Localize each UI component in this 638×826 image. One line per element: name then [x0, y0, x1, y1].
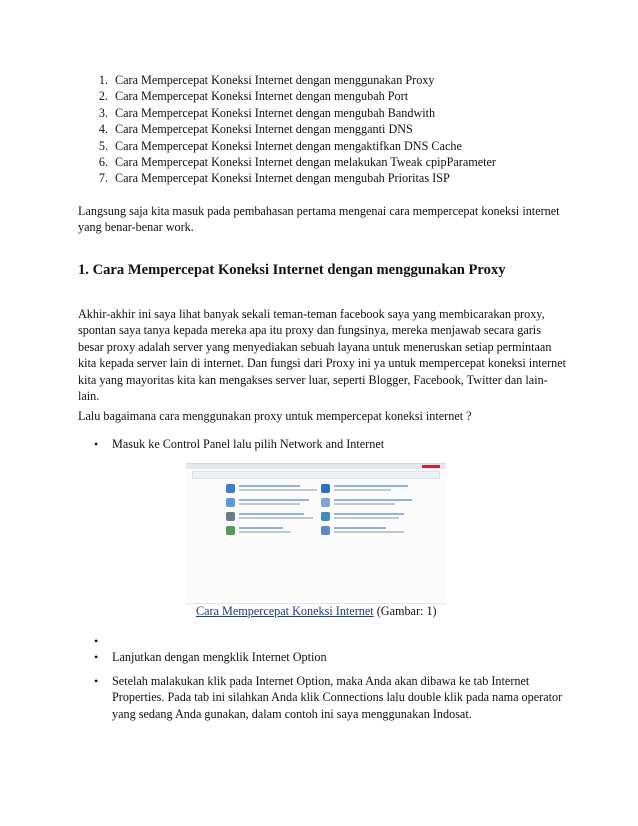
toc-item: 3. Cara Mempercepat Koneksi Internet dengan mengubah Bandwith	[98, 105, 436, 120]
network-icon	[226, 498, 235, 507]
ease-of-access-icon	[321, 526, 330, 535]
close-icon	[422, 465, 440, 468]
bullet-item: • Lanjutkan dengan mengklik Internet Option	[94, 650, 327, 664]
control-panel-screenshot	[186, 463, 446, 601]
toc-item: 6. Cara Mempercepat Koneksi Internet dengan melakukan Tweak cpipParameter	[98, 155, 496, 170]
section-heading: 1. Cara Mempercepat Koneksi Internet dengan menggunakan Proxy	[78, 262, 506, 278]
bullet-icon: •	[94, 634, 99, 648]
bullet-icon: •	[94, 650, 99, 664]
bullet-item: • Setelah malakukan klik pada Internet Option, maka Anda akan dibawa ke tab Internet Properties. Pada tab ini silahkan Anda klik Connections lalu double klik pada nama operator yang sedang Anda gunakan, dalam contoh ini saya menggunakan Indosat.	[94, 674, 563, 721]
toc-item: 2. Cara Mempercepat Koneksi Internet dengan mengubah Port	[98, 89, 409, 104]
address-bar	[192, 471, 440, 479]
table-of-contents	[78, 72, 496, 187]
toc-item: 7. Cara Mempercepat Koneksi Internet dengan mengubah Prioritas ISP	[98, 171, 450, 186]
figure-column-left	[226, 484, 326, 540]
hardware-icon	[226, 512, 235, 521]
system-security-icon	[226, 484, 235, 493]
programs-icon	[226, 526, 235, 535]
window-titlebar	[186, 464, 446, 469]
user-accounts-icon	[321, 484, 330, 493]
clock-region-icon	[321, 512, 330, 521]
figure-column-right	[321, 484, 421, 540]
bullet-icon: •	[94, 674, 99, 688]
bullet-icon: •	[94, 437, 99, 451]
bullet-item: • Masuk ke Control Panel lalu pilih Network and Internet	[94, 437, 385, 451]
proxy-paragraph: Akhir-akhir ini saya lihat banyak sekali teman-teman facebook saya yang membicarakan proxy, spontan saya tanya kepada mereka apa itu proxy dan fungsinya, mereka menjawab secara garis besar proxy adalah server yang menyediakan sebuah layana untuk meneruskan setiap permintaan kita kepada server lain di internet. Dan fungsi dari Proxy ini ya untuk mempercepat koneksi internet kita yang mayoritas kita kan mengakses server luar, seperti Blogger, Facebook, Twitter dan lain-lain.	[78, 307, 567, 404]
toc-item: 5. Cara Mempercepat Koneksi Internet dengan mengaktifkan DNS Cache	[98, 138, 462, 153]
toc-item: 4. Cara Mempercepat Koneksi Internet dengan mengganti DNS	[98, 122, 413, 137]
toc-item: 1. Cara Mempercepat Koneksi Internet dengan menggunakan Proxy	[98, 73, 435, 87]
appearance-icon	[321, 498, 330, 507]
intro-paragraph: Langsung saja kita masuk pada pembahasan pertama mengenai cara mempercepat koneksi internet yang benar-benar work.	[78, 204, 560, 235]
caption-link[interactable]: Cara Mempercepat Koneksi Internet	[196, 604, 374, 618]
question-paragraph: Lalu bagaimana cara menggunakan proxy untuk mempercepat koneksi internet ?	[78, 409, 472, 423]
bullet-item-empty	[94, 633, 564, 649]
figure-caption: Cara Mempercepat Koneksi Internet (Gambar: 1)	[196, 604, 437, 618]
